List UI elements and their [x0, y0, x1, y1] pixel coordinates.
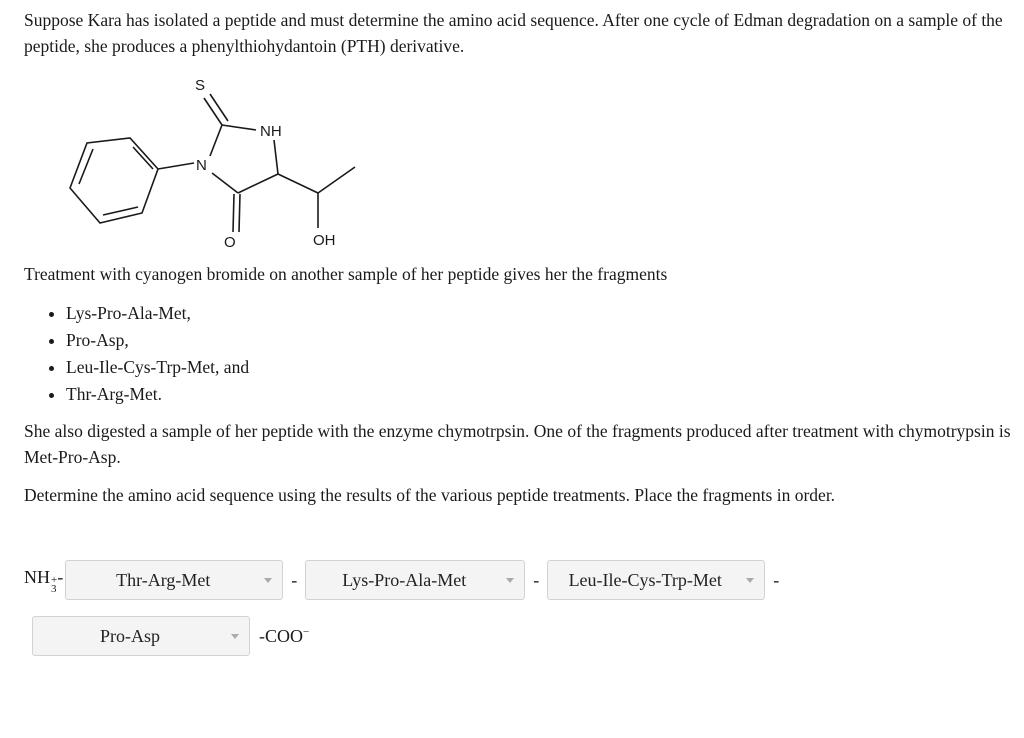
svg-text:O: O: [224, 234, 236, 251]
question-intro: Suppose Kara has isolated a peptide and must determine the amino acid sequence. After one cycle of Edman degradation on a sample of the peptide, she produces a phenylthiohydantoin (PTH) derivative.: [24, 10, 1003, 56]
svg-text:OH: OH: [313, 232, 336, 249]
chevron-down-icon: [746, 578, 754, 583]
list-item: • Lys-Pro-Ala-Met,: [66, 300, 249, 327]
list-item: • Pro-Asp,: [66, 327, 249, 354]
fragment-select-4[interactable]: Pro-Asp: [32, 616, 250, 656]
chevron-down-icon: [231, 634, 239, 639]
chymotrypsin-text: She also digested a sample of her peptide with the enzyme chymotrpsin. One of the fragments produced after treatment with chymotrypsin is Met-Pro-Asp.: [24, 421, 1011, 467]
fragment-select-1[interactable]: Thr-Arg-Met: [65, 560, 283, 600]
instruction-text: Determine the amino acid sequence using the results of the various peptide treatments. Place the fragments in order.: [24, 485, 836, 505]
svg-text:N: N: [196, 157, 207, 174]
pth-derivative-structure: [60, 70, 380, 260]
svg-text:S: S: [195, 77, 206, 94]
svg-text:NH: NH: [260, 123, 282, 140]
c-terminus-label: -COO−: [259, 625, 310, 646]
n-terminus-label: NH + 3 -: [24, 566, 64, 595]
separator: -: [773, 569, 780, 590]
chevron-down-icon: [506, 578, 514, 583]
answer-row-1: [24, 560, 787, 600]
separator: -: [291, 569, 298, 590]
answer-row-2: [32, 616, 309, 656]
fragment-select-2[interactable]: Lys-Pro-Ala-Met: [305, 560, 525, 600]
list-item: • Thr-Arg-Met.: [66, 381, 249, 408]
separator: -: [533, 569, 540, 590]
fragment-select-3[interactable]: Leu-Ile-Cys-Trp-Met: [547, 560, 765, 600]
cnbr-intro: Treatment with cyanogen bromide on another sample of her peptide gives her the fragments: [24, 264, 668, 284]
chevron-down-icon: [264, 578, 272, 583]
cnbr-fragment-list: [24, 300, 249, 408]
list-item: • Leu-Ile-Cys-Trp-Met, and: [66, 354, 249, 381]
